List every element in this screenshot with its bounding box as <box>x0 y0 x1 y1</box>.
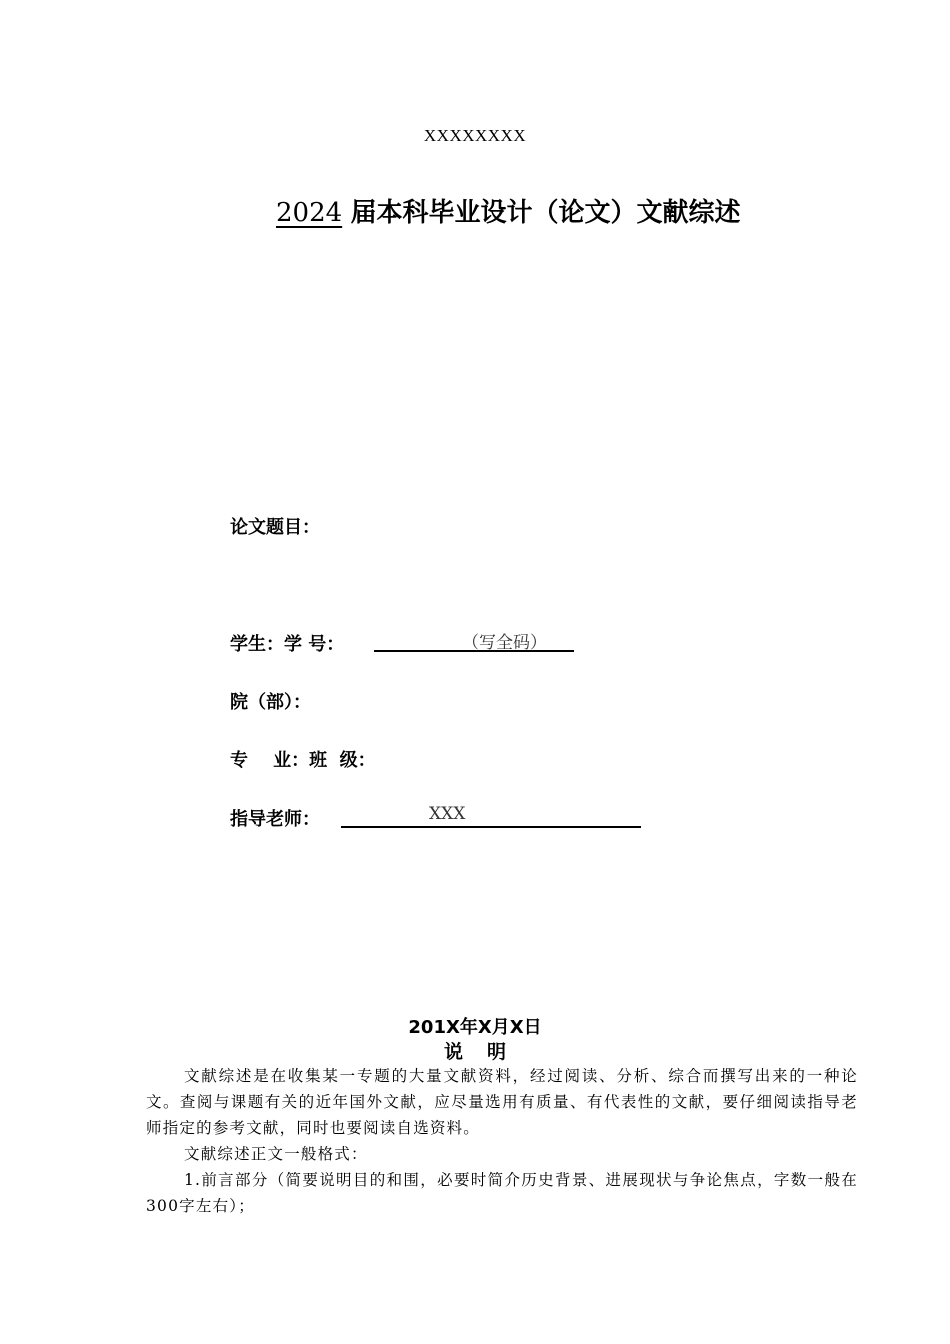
explanation-paragraph: 1.前言部分（简要说明目的和围，必要时简介历史背景、进展现状与争论焦点，字数一般在300字左右）； <box>146 1171 858 1215</box>
explanation-title: 说明 <box>443 1041 530 1063</box>
explanation-paragraph: 文献综述是在收集某一专题的大量文献资料，经过阅读、分析、综合而撰写出来的一种论文。查阅与课题有关的近年国外文献，应尽量选用有质量、有代表性的文献，要仔细阅读指导老师指定的参考文献，同时也要阅读自选资料。 <box>146 1067 858 1137</box>
advisor-field <box>341 804 641 828</box>
student-id-field <box>374 628 574 652</box>
student-id-hint: （写全码） <box>462 633 547 653</box>
explanation-paragraph: 文献综述正文一般格式： <box>184 1145 368 1163</box>
advisor-name: XXX <box>429 804 466 824</box>
document-date: 201X年X月X日 <box>408 1017 542 1038</box>
school-name: XXXXXXXX <box>423 126 527 145</box>
advisor-label: 指导老师： <box>230 809 320 830</box>
thesis-title-label: 论文题目： <box>230 517 320 538</box>
student-id-label: 学生：学 号： <box>230 634 345 655</box>
title-text: 届本科毕业设计（论文）文献综述 <box>350 198 741 228</box>
major-class-label: 专 业：班 级： <box>230 750 376 771</box>
graduation-year: 2024 <box>276 198 343 228</box>
college-label: 院（部）： <box>230 692 311 713</box>
document-title <box>262 192 740 229</box>
